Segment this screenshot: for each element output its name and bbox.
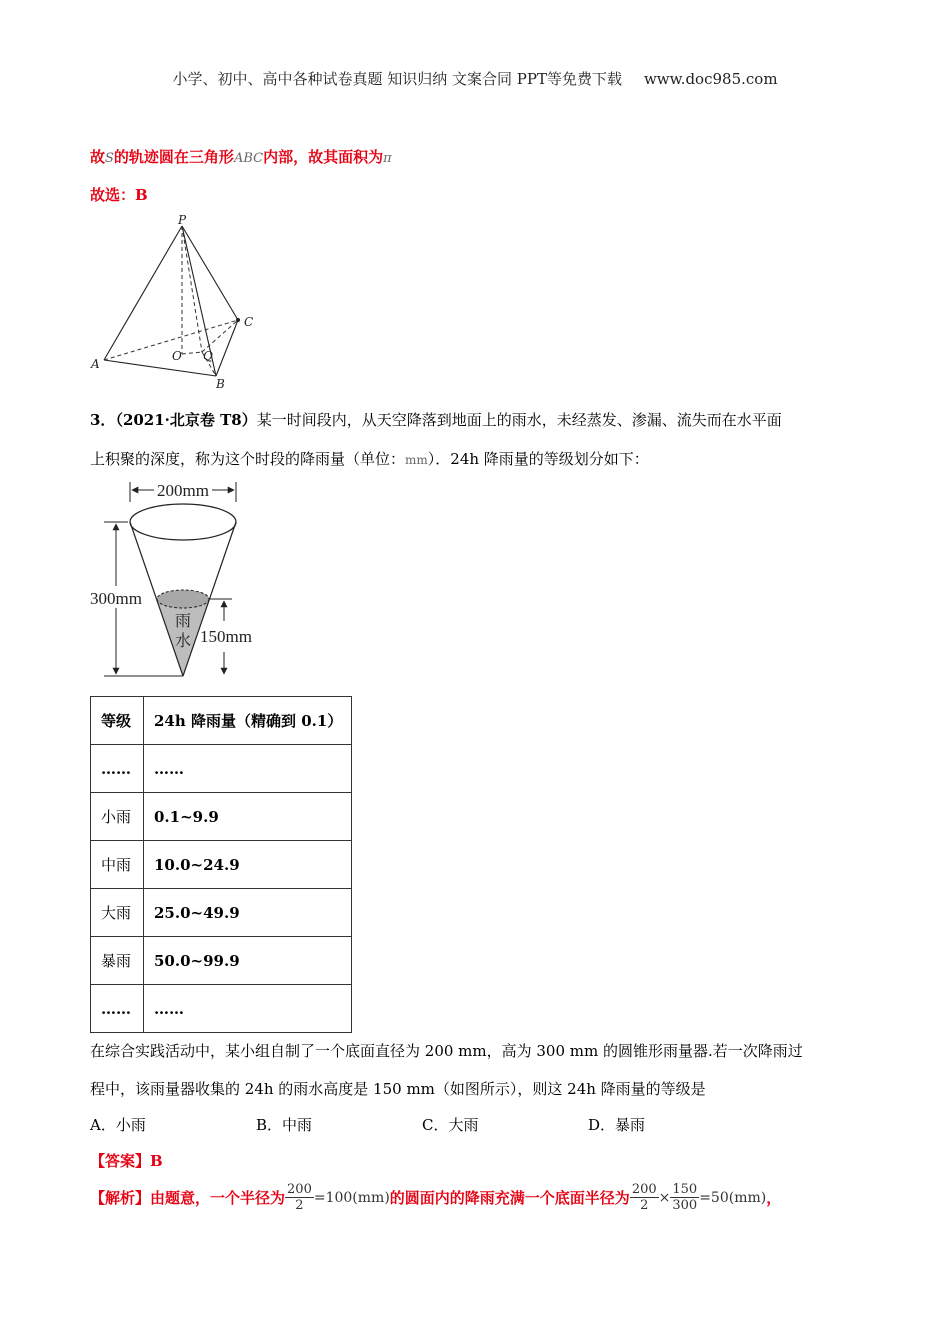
table-cell: 小雨 bbox=[91, 793, 144, 841]
math-abc: ABC bbox=[233, 151, 264, 166]
table-cell: 10.0~24.9 bbox=[144, 841, 352, 889]
stem-line-1: 在综合实践活动中，某小组自制了一个底面直径为 200 mm，高为 300 mm 的圆锥形雨量器.若一次降雨过 bbox=[90, 1042, 803, 1060]
table-cell: …… bbox=[91, 985, 144, 1033]
table-cell: …… bbox=[91, 745, 144, 793]
water-text-2: 水 bbox=[174, 631, 192, 650]
page-header bbox=[0, 68, 950, 89]
label-p: P bbox=[178, 213, 187, 227]
table-cell: …… bbox=[144, 985, 352, 1033]
table-header-level: 等级 bbox=[91, 697, 144, 745]
question-source: （2021·北京卷 T8） bbox=[115, 411, 257, 429]
table-cell: 0.1~9.9 bbox=[144, 793, 352, 841]
table-cell: 25.0~49.9 bbox=[144, 889, 352, 937]
table-cell: 大雨 bbox=[91, 889, 144, 937]
prev-text-1: 故 bbox=[90, 148, 106, 166]
unit-mm: mm bbox=[405, 453, 428, 467]
water-text-1: 雨 bbox=[174, 611, 192, 630]
top-width-label: 200mm bbox=[157, 481, 209, 500]
table-row bbox=[91, 841, 352, 889]
rainfall-table bbox=[90, 696, 352, 1033]
option-b: B．中雨 bbox=[256, 1116, 313, 1134]
analysis-tail: ， bbox=[766, 1189, 782, 1207]
table-cell: 50.0~99.9 bbox=[144, 937, 352, 985]
table-row bbox=[91, 745, 352, 793]
frac2-num: 200 bbox=[631, 1182, 657, 1197]
water-height-label: 150mm bbox=[200, 627, 252, 646]
question-number: 3． bbox=[90, 411, 116, 429]
math-s: S bbox=[105, 151, 114, 166]
analysis-text-a: 由题意，一个半径为 bbox=[150, 1189, 286, 1207]
analysis-line bbox=[90, 1182, 781, 1213]
table-cell: …… bbox=[144, 745, 352, 793]
table-header-row bbox=[91, 697, 352, 745]
question-line-1 bbox=[90, 409, 782, 430]
height-label: 300mm bbox=[90, 589, 142, 608]
prev-text-3: 内部，故其面积为 bbox=[263, 148, 384, 166]
prev-conclusion bbox=[90, 146, 392, 167]
question-line-2 bbox=[90, 448, 649, 469]
table-row bbox=[91, 985, 352, 1033]
equation-2: =50(mm) bbox=[699, 1189, 767, 1206]
equation-1: =100(mm) bbox=[313, 1189, 390, 1206]
option-a: A．小雨 bbox=[90, 1116, 146, 1134]
answer-line bbox=[90, 1150, 163, 1171]
fraction-2 bbox=[630, 1182, 659, 1213]
frac3-num: 150 bbox=[672, 1182, 698, 1197]
math-pi: π bbox=[383, 151, 392, 166]
label-a: A bbox=[91, 357, 100, 371]
cone-figure bbox=[88, 476, 278, 686]
table-row bbox=[91, 889, 352, 937]
frac1-den: 2 bbox=[295, 1198, 304, 1213]
option-d: D．暴雨 bbox=[588, 1116, 646, 1134]
question-text-2a: 上积聚的深度，称为这个时段的降雨量（单位： bbox=[90, 450, 406, 468]
question-text-2b: ）．24h 降雨量的等级划分如下： bbox=[427, 450, 649, 468]
frac3-den: 300 bbox=[672, 1198, 698, 1213]
fraction-3 bbox=[670, 1182, 699, 1213]
label-b: B bbox=[216, 377, 225, 391]
prev-text-2: 的轨迹圆在三角形 bbox=[113, 148, 234, 166]
header-text: 小学、初中、高中各种试卷真题 知识归纳 文案合同 PPT等免费下载 bbox=[172, 70, 622, 88]
table-row bbox=[91, 793, 352, 841]
question-text-1: 某一时间段内，从天空降落到地面上的雨水，未经蒸发、渗漏、流失而在水平面 bbox=[256, 411, 782, 429]
label-q: Q bbox=[203, 349, 213, 363]
frac1-num: 200 bbox=[287, 1182, 312, 1197]
stem-line-2: 程中，该雨量器收集的 24h 的雨水高度是 150 mm（如图所示），则这 24h 降雨量的等级是 bbox=[90, 1080, 706, 1098]
analysis-text-b: 的圆面内的降雨充满一个底面半径为 bbox=[389, 1189, 630, 1207]
label-o: O bbox=[172, 349, 182, 363]
prev-choice: 故选：B bbox=[90, 186, 148, 204]
pyramid-figure bbox=[86, 212, 266, 392]
times-sign: × bbox=[658, 1189, 671, 1206]
answer-value: B bbox=[150, 1152, 163, 1170]
table-header-amount: 24h 降雨量（精确到 0.1） bbox=[144, 697, 352, 745]
frac2-den: 2 bbox=[640, 1198, 649, 1213]
header-site: www.doc985.com bbox=[643, 70, 778, 88]
table-cell: 中雨 bbox=[91, 841, 144, 889]
options-row bbox=[90, 1114, 754, 1135]
table-row bbox=[91, 937, 352, 985]
analysis-label: 【解析】 bbox=[90, 1189, 151, 1207]
fraction-1 bbox=[285, 1182, 314, 1213]
answer-label: 【答案】 bbox=[90, 1152, 151, 1170]
option-c: C．大雨 bbox=[422, 1116, 479, 1134]
label-c: C bbox=[244, 315, 254, 329]
table-cell: 暴雨 bbox=[91, 937, 144, 985]
